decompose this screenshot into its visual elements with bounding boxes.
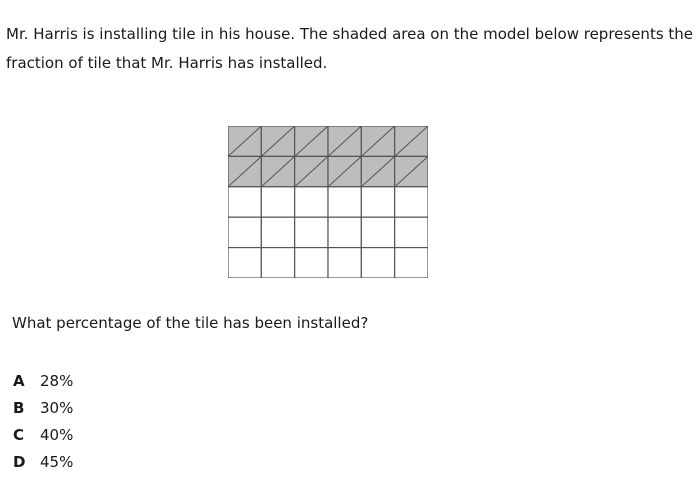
choice-text: 30% bbox=[40, 398, 74, 417]
choice-a[interactable] bbox=[13, 367, 73, 394]
unshaded-tile bbox=[328, 187, 361, 217]
choice-letter: B bbox=[13, 398, 25, 417]
unshaded-tile bbox=[395, 217, 428, 247]
unshaded-tile bbox=[261, 248, 294, 278]
unshaded-tile bbox=[261, 217, 294, 247]
choice-text: 28% bbox=[40, 371, 74, 390]
unshaded-tile bbox=[328, 248, 361, 278]
unshaded-tile bbox=[328, 217, 361, 247]
unshaded-tile bbox=[361, 187, 394, 217]
tile-model bbox=[228, 126, 428, 278]
choice-text: 45% bbox=[40, 452, 74, 471]
answer-choices bbox=[13, 367, 73, 475]
choice-d[interactable] bbox=[13, 448, 73, 475]
unshaded-tile bbox=[261, 187, 294, 217]
unshaded-tile bbox=[395, 248, 428, 278]
choice-letter: A bbox=[13, 371, 25, 390]
choice-b[interactable] bbox=[13, 394, 73, 421]
unshaded-tile bbox=[361, 217, 394, 247]
unshaded-tile bbox=[228, 217, 261, 247]
choice-c[interactable] bbox=[13, 421, 73, 448]
stem-line-1: Mr. Harris is installing tile in his house. The shaded area on the model below represents the bbox=[6, 25, 694, 43]
unshaded-tile bbox=[228, 187, 261, 217]
stem-line-2: fraction of tile that Mr. Harris has installed. bbox=[6, 54, 328, 72]
unshaded-tile bbox=[395, 187, 428, 217]
unshaded-tile bbox=[295, 248, 328, 278]
unshaded-tile bbox=[361, 248, 394, 278]
choice-letter: C bbox=[13, 425, 25, 444]
problem-stem bbox=[6, 20, 700, 78]
question-text: What percentage of the tile has been installed? bbox=[12, 314, 369, 332]
unshaded-tile bbox=[295, 187, 328, 217]
choice-text: 40% bbox=[40, 425, 74, 444]
unshaded-tile bbox=[228, 248, 261, 278]
unshaded-tile bbox=[295, 217, 328, 247]
choice-letter: D bbox=[13, 452, 26, 471]
